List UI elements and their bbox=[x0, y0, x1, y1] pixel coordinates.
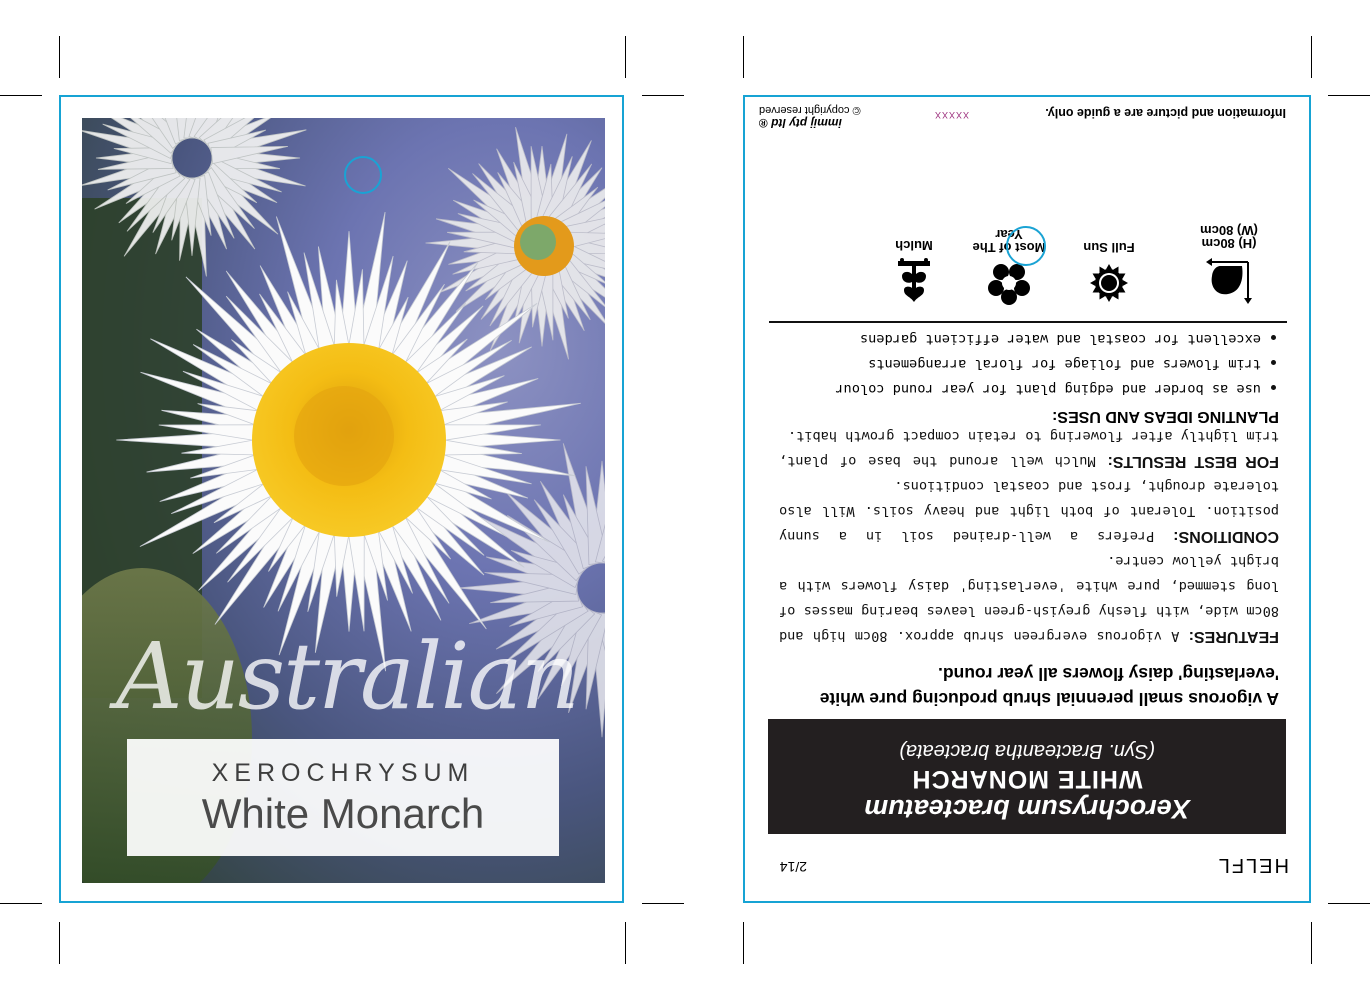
conditions-text: Prefers a well-drained soil in a sunny position. Tolerant of both light and heavy soils. Will also tolerate drought, frost and coastal conditions. bbox=[779, 478, 1279, 544]
intro-text: A vigorous small perennial shrub producing pure white 'everlasting' daisy flowers all year round. bbox=[819, 664, 1279, 709]
crop-mark bbox=[743, 922, 744, 964]
product-code: HELFL bbox=[1216, 854, 1289, 876]
flowering-label-1: Most of The bbox=[972, 240, 1046, 255]
crop-mark bbox=[642, 903, 684, 904]
flower-photo bbox=[82, 118, 605, 883]
plant-size-block bbox=[1174, 224, 1284, 306]
flowering-season-icon bbox=[986, 260, 1032, 306]
features-text: A vigorous evergreen shrub approx. 80cm high and 80cm wide, with fleshy greyish-green leaves bearing masses of long stemmed, pure white 'everlasting' daisy flowers with a bright yellow centre. bbox=[779, 553, 1279, 644]
disclaimer: Information and picture are a guide only. bbox=[1045, 106, 1286, 120]
hang-hole bbox=[1006, 226, 1046, 266]
plant-tag-back bbox=[743, 95, 1311, 903]
plant-tag-back-content bbox=[745, 97, 1309, 901]
conditions-paragraph bbox=[779, 473, 1279, 549]
brand-name: immij pty ltd ® bbox=[759, 116, 842, 130]
divider bbox=[769, 321, 1287, 323]
crop-mark bbox=[1311, 36, 1312, 78]
title-box bbox=[768, 719, 1286, 834]
list-item: use as border and edging plant for year round colour bbox=[779, 376, 1279, 401]
crop-mark bbox=[59, 36, 60, 78]
crop-mark bbox=[1328, 903, 1370, 904]
crop-mark bbox=[1328, 95, 1370, 96]
crop-mark bbox=[0, 903, 42, 904]
batch-code: XXXXX bbox=[933, 110, 969, 120]
features-paragraph bbox=[779, 548, 1279, 649]
crop-mark bbox=[642, 95, 684, 96]
uses-heading: PLANTING IDEAS AND USES: bbox=[1052, 408, 1279, 425]
list-item: trim flowers and foliage for floral arrangements bbox=[779, 351, 1279, 376]
synonym: (Syn. Bracteantha bracteata) bbox=[899, 740, 1155, 762]
best-results-paragraph bbox=[779, 423, 1279, 474]
crop-mark bbox=[59, 922, 60, 964]
brand-block bbox=[759, 104, 899, 130]
plant-height: (H) 80cm bbox=[1201, 236, 1257, 251]
crop-mark bbox=[743, 36, 744, 78]
full-sun-icon bbox=[1086, 260, 1132, 306]
list-item: excellent for coastal and water efficient gardens bbox=[779, 326, 1279, 351]
hang-hole bbox=[344, 156, 382, 194]
print-date-code: 2/14 bbox=[779, 859, 807, 875]
copyright-notice: © copyright reserved bbox=[759, 104, 861, 116]
best-results-text: Mulch well around the base of plant, trim lightly after flowering to retain compact growth habit. bbox=[779, 428, 1279, 469]
conditions-label: CONDITIONS: bbox=[1173, 528, 1279, 545]
botanical-name: Xerochrysum bracteatum bbox=[864, 794, 1190, 824]
plant-tag-front bbox=[59, 95, 624, 903]
mulch-block bbox=[859, 239, 969, 306]
sun-label: Full Sun bbox=[1083, 240, 1135, 255]
plant-size-icon bbox=[1204, 256, 1254, 306]
crop-mark bbox=[0, 95, 42, 96]
cultivar-name: White Monarch bbox=[201, 790, 485, 837]
genus-name: XEROCHRYSUM bbox=[211, 759, 475, 787]
mulch-icon bbox=[894, 258, 934, 306]
crop-mark bbox=[1311, 922, 1312, 964]
plant-width: (W) 80cm bbox=[1200, 223, 1258, 238]
crop-mark bbox=[625, 922, 626, 964]
best-results-label: FOR BEST RESULTS: bbox=[1107, 453, 1279, 470]
name-panel bbox=[127, 739, 559, 856]
flowering-label-2: Year bbox=[995, 227, 1023, 242]
sun-block bbox=[1054, 241, 1164, 306]
australian-script-text: Australian bbox=[116, 623, 578, 730]
crop-mark bbox=[625, 36, 626, 78]
mulch-label: Mulch bbox=[895, 238, 933, 253]
common-name: WHITE MONARCH bbox=[911, 765, 1143, 793]
features-label: FEATURES: bbox=[1188, 628, 1279, 645]
uses-list bbox=[779, 326, 1279, 401]
